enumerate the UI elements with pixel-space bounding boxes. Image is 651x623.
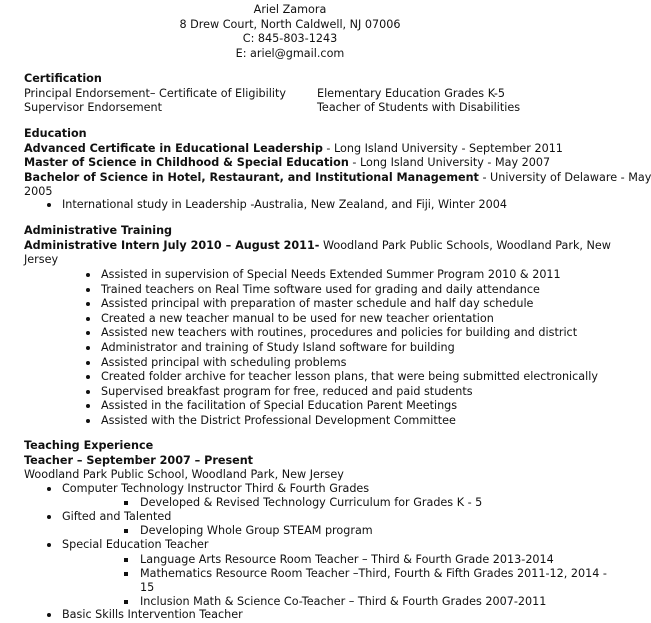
admin-title-wrap: Jersey: [24, 253, 59, 266]
role-2-sub-1: Developing Whole Group STEAM program: [140, 524, 373, 537]
email: E: ariel@gmail.com: [235, 46, 345, 60]
admin-list-item: Assisted with the District Professional Development Committee: [101, 414, 456, 427]
bullet-dot-icon: [86, 302, 90, 306]
admin-list-item: Assisted principal with scheduling problems: [101, 355, 347, 369]
admin-list-item: Created folder archive for teacher lesson plans, that were being submitted electronically: [101, 370, 598, 384]
bullet-dot-icon: [47, 203, 51, 207]
bullet-square-icon: [124, 600, 128, 604]
bullet-square-icon: [124, 501, 128, 505]
role-3-sub-1: Language Arts Resource Room Teacher – Third & Fourth Grade 2013-2014: [140, 552, 554, 566]
role-1: Computer Technology Instructor Third & Fourth Grades: [62, 482, 370, 495]
bullet-square-icon: [124, 572, 128, 576]
admin-list-item: Assisted principal with preparation of master schedule and half day schedule: [101, 297, 534, 311]
bullet-dot-icon: [47, 543, 51, 547]
education-heading: Education: [24, 127, 87, 140]
role-2: Gifted and Talented: [62, 510, 172, 523]
bullet-dot-icon: [86, 419, 90, 423]
candidate-name: Ariel Zamora: [253, 3, 327, 16]
teaching-heading: Teaching Experience: [24, 439, 154, 452]
admin-heading: Administrative Training: [24, 224, 173, 237]
phone: C: 845-803-1243: [242, 32, 338, 45]
admin-list-item: Supervised breakfast program for free, reduced and paid students: [101, 384, 473, 398]
cert-right-1: Elementary Education Grades K-5: [317, 86, 506, 100]
bullet-square-icon: [124, 529, 128, 533]
admin-list-item: Administrator and training of Study Island software for building: [101, 341, 455, 354]
education-bullet: International study in Leadership -Australia, New Zealand, and Fiji, Winter 2004: [62, 198, 507, 211]
degree-2: Master of Science in Childhood & Special Education - Long Island University - May 2007: [24, 156, 551, 169]
bullet-dot-icon: [86, 273, 90, 277]
bullet-dot-icon: [86, 288, 90, 292]
role-3-sub-3: Inclusion Math & Science Co-Teacher – Third & Fourth Grades 2007-2011: [140, 595, 547, 608]
certification-heading: Certification: [24, 72, 102, 85]
bullet-square-icon: [124, 558, 128, 562]
admin-list-item: Assisted in supervision of Special Needs Extended Summer Program 2010 & 2011: [101, 268, 561, 281]
role-4: Basic Skills Intervention Teacher: [62, 608, 243, 621]
bullet-dot-icon: [47, 487, 51, 491]
degree-1: Advanced Certificate in Educational Leadership - Long Island University - September 2011: [24, 141, 563, 155]
teaching-school: Woodland Park Public School, Woodland Park, New Jersey: [24, 468, 344, 481]
cert-left-2: Supervisor Endorsement: [24, 101, 163, 114]
admin-list-item: Created a new teacher manual to be used for new teacher orientation: [101, 311, 494, 325]
bullet-dot-icon: [47, 613, 51, 617]
admin-list-item: Assisted new teachers with routines, procedures and policies for building and district: [101, 326, 578, 340]
role-3: Special Education Teacher: [62, 538, 209, 551]
admin-list-item: Assisted in the facilitation of Special Education Parent Meetings: [101, 399, 458, 413]
bullet-dot-icon: [86, 361, 90, 365]
teaching-title: Teacher – September 2007 – Present: [24, 453, 254, 467]
role-1-sub-1: Developed & Revised Technology Curriculum for Grades K - 5: [140, 496, 483, 509]
bullet-dot-icon: [86, 390, 90, 394]
bullet-dot-icon: [86, 404, 90, 408]
admin-title: Administrative Intern July 2010 – August 2011- Woodland Park Public Schools, Woodland Park, New: [24, 238, 611, 252]
bullet-dot-icon: [47, 515, 51, 519]
cert-left-1: Principal Endorsement– Certificate of Eligibility: [24, 86, 286, 100]
admin-list-item: Trained teachers on Real Time software used for grading and daily attendance: [101, 282, 540, 296]
bullet-dot-icon: [86, 346, 90, 350]
role-3-sub-2: Mathematics Resource Room Teacher –Third, Fourth & Fifth Grades 2011-12, 2014 -: [140, 567, 607, 580]
bullet-dot-icon: [86, 375, 90, 379]
bullet-dot-icon: [86, 331, 90, 335]
degree-3-year: 2005: [24, 185, 53, 198]
address: 8 Drew Court, North Caldwell, NJ 07006: [179, 17, 401, 31]
degree-3: Bachelor of Science in Hotel, Restaurant, and Institutional Management - University of Delaware - May: [24, 170, 651, 184]
role-3-sub-2-wrap: 15: [140, 581, 155, 594]
bullet-dot-icon: [86, 317, 90, 321]
cert-right-2: Teacher of Students with Disabilities: [317, 101, 521, 114]
